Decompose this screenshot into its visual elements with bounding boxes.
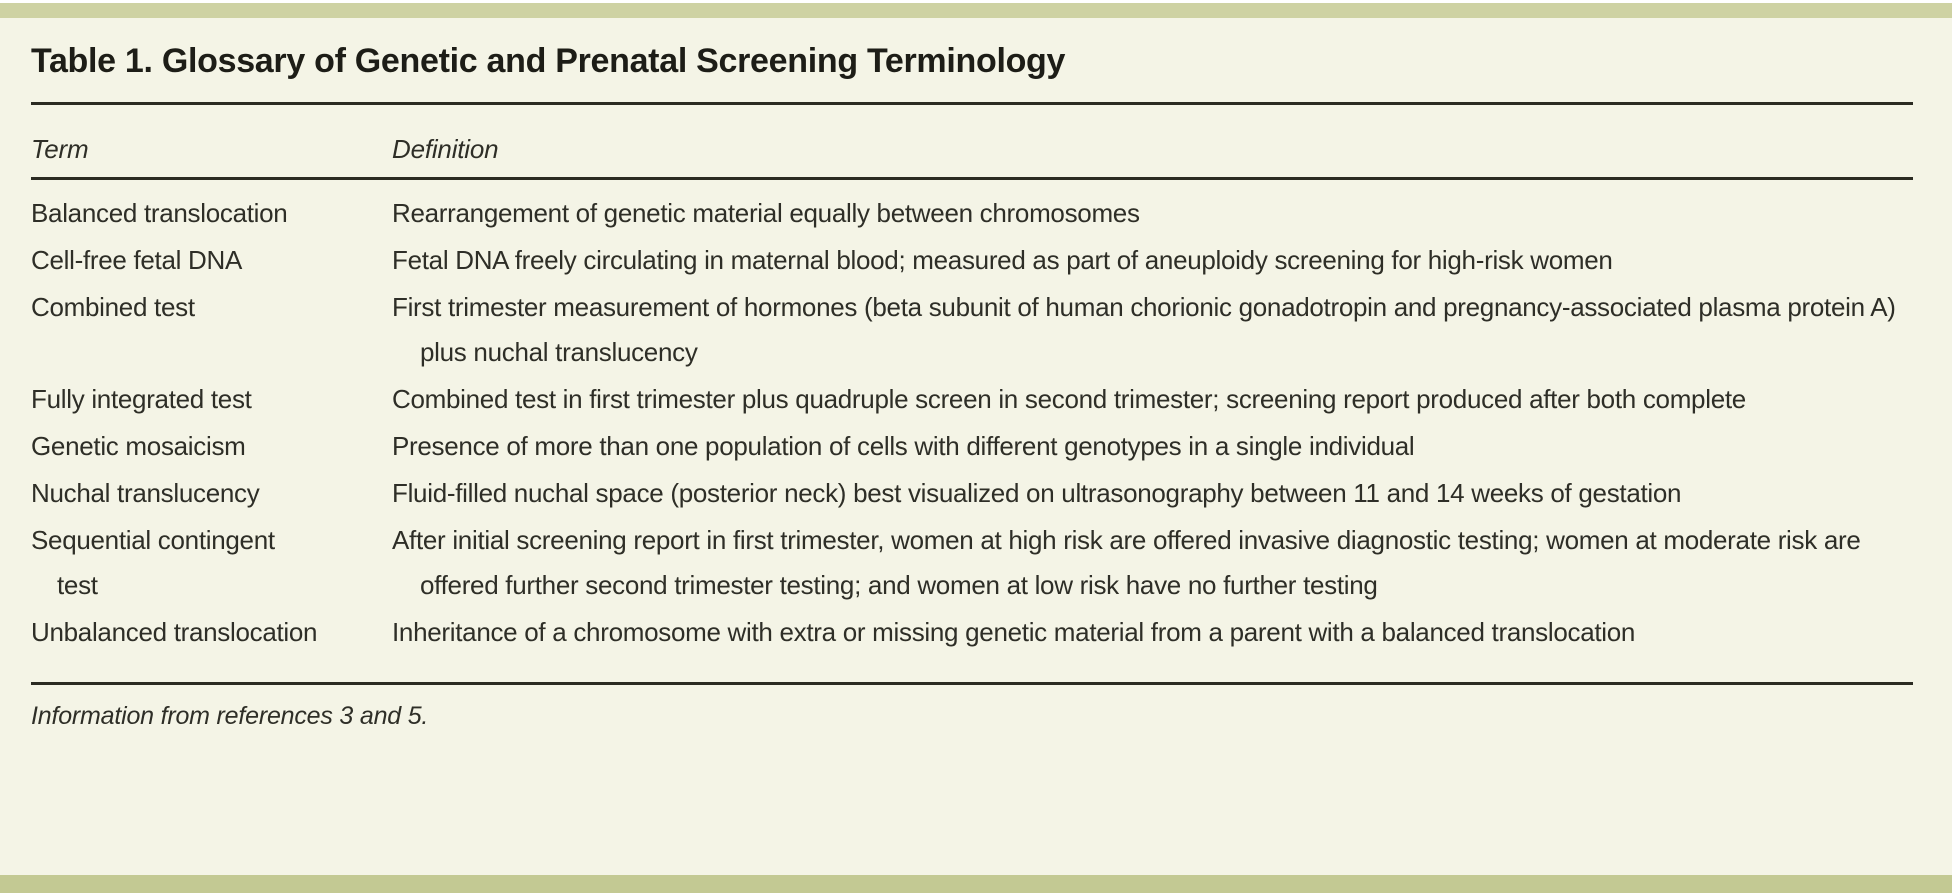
- table-container: [0, 18, 1952, 875]
- table-title: Table 1. Glossary of Genetic and Prenatal Screening Terminology: [31, 42, 1066, 80]
- term-cell: Genetic mosaicism: [31, 431, 246, 461]
- definition-cell: After initial screening report in first trimester, women at high risk are offered invasive diagnostic testing; women at moderate risk are offered further second trimester testing; and women at low risk have no further testing: [392, 525, 1861, 600]
- definition-cell: Fetal DNA freely circulating in maternal blood; measured as part of aneuploidy screening for high-risk women: [392, 245, 1613, 275]
- column-header-term: Term: [31, 134, 89, 164]
- table-row: [31, 191, 1913, 236]
- column-header-row: [31, 134, 1913, 165]
- term-cell: Unbalanced translocation: [31, 617, 318, 647]
- definition-cell: First trimester measurement of hormones (beta subunit of human chorionic gonadotropin and pregnancy-associated plasma protein A) plus nuchal translucency: [392, 292, 1896, 367]
- term-cell: Cell-free fetal DNA: [31, 245, 243, 275]
- footer-rule: [31, 682, 1913, 685]
- definition-cell: Combined test in first trimester plus quadruple screen in second trimester; screening report produced after both complete: [392, 384, 1746, 414]
- title-rule: [31, 102, 1913, 105]
- definition-cell: Fluid-filled nuchal space (posterior neck) best visualized on ultrasonography between 11 and 14 weeks of gestation: [392, 478, 1682, 508]
- table-row: [31, 518, 1913, 608]
- bottom-accent-bar: [0, 875, 1952, 893]
- top-accent-bar: [0, 3, 1952, 18]
- table-row: [31, 377, 1913, 422]
- table-row: [31, 471, 1913, 516]
- term-cell: Combined test: [31, 292, 195, 322]
- term-cell: Sequential contingent test: [31, 525, 275, 600]
- definition-cell: Presence of more than one population of cells with different genotypes in a single individual: [392, 431, 1415, 461]
- table-row: [31, 610, 1913, 655]
- term-cell: Balanced translocation: [31, 198, 288, 228]
- table-row: [31, 424, 1913, 469]
- definition-cell: Rearrangement of genetic material equally between chromosomes: [392, 198, 1140, 228]
- table-row: [31, 285, 1913, 375]
- term-cell: Fully integrated test: [31, 384, 252, 414]
- table-row: [31, 238, 1913, 283]
- table-footnote: Information from references 3 and 5.: [31, 702, 429, 730]
- column-header-definition: Definition: [392, 134, 499, 164]
- definition-cell: Inheritance of a chromosome with extra or missing genetic material from a parent with a balanced translocation: [392, 617, 1636, 647]
- table-body: [31, 180, 1913, 655]
- term-cell: Nuchal translucency: [31, 478, 260, 508]
